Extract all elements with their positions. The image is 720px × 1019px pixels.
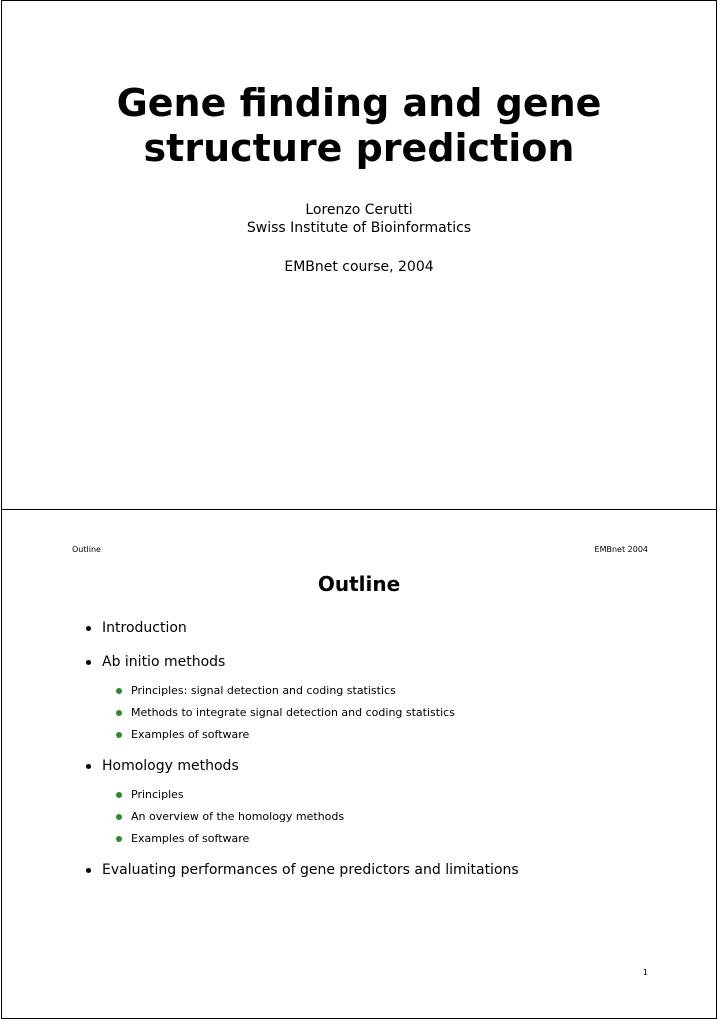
page-number: 1 xyxy=(642,968,648,977)
header-course: EMBnet 2004 xyxy=(594,545,648,554)
sub-item-label: Examples of software xyxy=(131,832,250,845)
sub-bullet-icon xyxy=(116,710,122,716)
bullet-icon xyxy=(86,626,91,631)
sub-item-label: Principles xyxy=(131,788,184,801)
author-affiliation: Swiss Institute of Bioinformatics xyxy=(246,220,472,236)
sub-item xyxy=(86,784,503,806)
sub-bullet-icon xyxy=(116,688,122,694)
outline-item xyxy=(86,618,503,638)
header-section: Outline xyxy=(72,545,101,554)
title-slide xyxy=(1,0,717,510)
sub-item xyxy=(86,680,503,702)
outline-item-label: Homology methods xyxy=(102,758,239,774)
outline-item-label: Evaluating performances of gene predictors and limitations xyxy=(102,862,519,878)
title-line-1: Gene finding and gene xyxy=(116,81,602,125)
outline-item-label: Ab initio methods xyxy=(102,654,226,670)
author-name: Lorenzo Cerutti xyxy=(305,202,413,218)
outline-item-label: Introduction xyxy=(102,620,187,636)
sub-bullet-icon xyxy=(116,814,122,820)
outline-slide xyxy=(1,509,717,1019)
outline-item xyxy=(86,652,503,746)
outline-item xyxy=(86,860,519,880)
bullet-icon xyxy=(86,660,91,665)
bullet-icon xyxy=(86,764,91,769)
sub-bullet-icon xyxy=(116,836,122,842)
presentation-title xyxy=(2,81,716,171)
sub-list xyxy=(86,680,503,746)
sub-item xyxy=(86,828,503,850)
sub-bullet-icon xyxy=(116,732,122,738)
bullet-icon xyxy=(86,868,91,873)
sub-item xyxy=(86,702,503,724)
sub-item-label: Methods to integrate signal detection and coding statistics xyxy=(131,706,455,719)
sub-item-label: An overview of the homology methods xyxy=(131,810,345,823)
sub-bullet-icon xyxy=(116,792,122,798)
sub-item xyxy=(86,724,503,746)
course-name: EMBnet course, 2004 xyxy=(284,259,434,275)
sub-item-label: Principles: signal detection and coding statistics xyxy=(131,684,396,697)
sub-item xyxy=(86,806,503,828)
slide-title: Outline xyxy=(317,572,401,596)
sub-item-label: Examples of software xyxy=(131,728,250,741)
outline-list xyxy=(86,618,519,880)
outline-item xyxy=(86,756,503,850)
sub-list xyxy=(86,784,503,850)
title-line-2: structure prediction xyxy=(143,126,575,170)
